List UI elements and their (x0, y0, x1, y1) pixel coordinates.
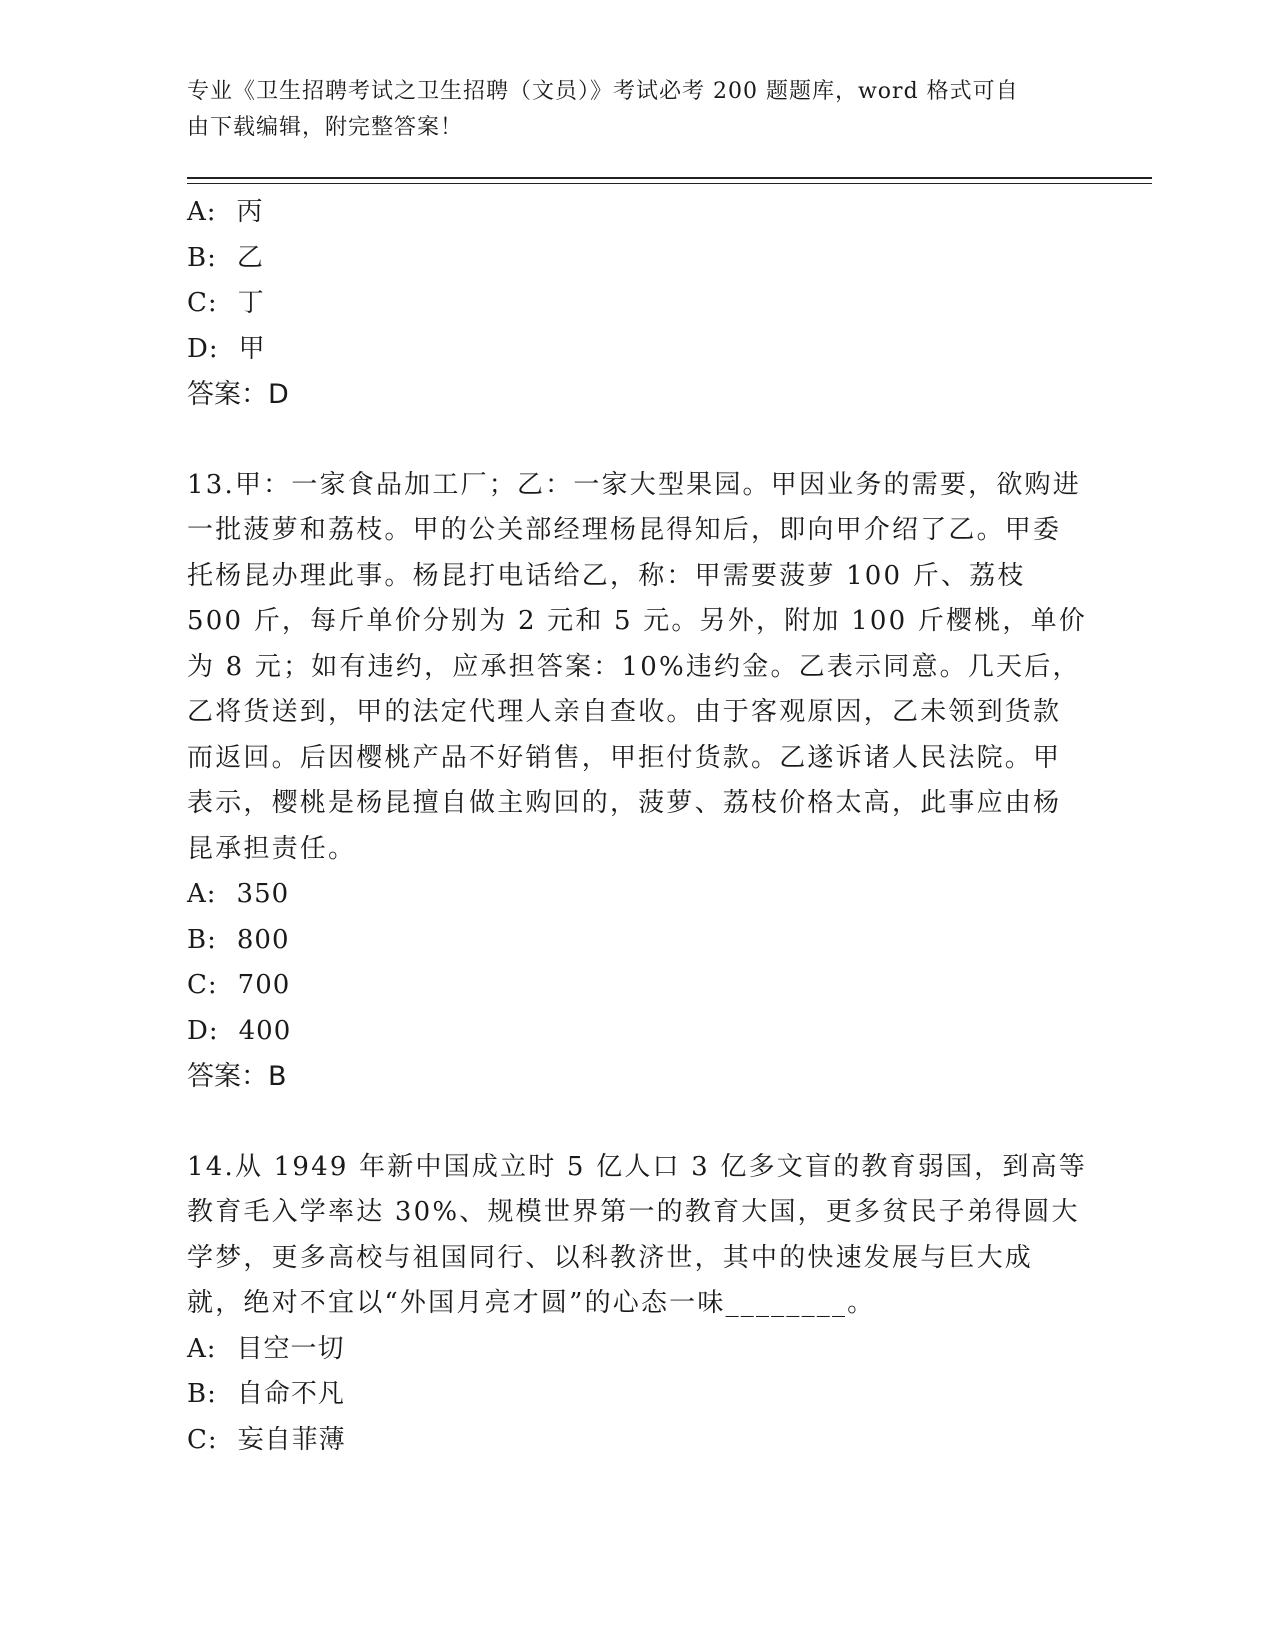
option-b: B: 乙 (187, 242, 264, 273)
question-13-answer: 答案：B (187, 1061, 287, 1092)
option-d: D: 甲 (187, 333, 266, 364)
question-13-options (187, 872, 1087, 1054)
option-c: C: 丁 (187, 288, 265, 318)
question-12-answer: 答案：D (187, 379, 289, 410)
option-c: C: 妄自菲薄 (187, 1424, 346, 1455)
question-14-options (187, 1327, 1087, 1464)
header-divider-thin (187, 183, 1152, 184)
header-divider-thick (187, 177, 1152, 179)
option-c: C: 700 (187, 970, 291, 1000)
question-14-stem: 14.从 1949 年新中国成立时 5 亿人口 3 亿多文盲的教育弱国，到高等教育毛入学率达 30%、规模世界第一的教育大国，更多贫民子弟得圆大学梦，更多高校与祖国同行、以科教济世，其中的快速发展与巨大成就，绝对不宜以“外国月亮才圆”的心态一味________。 (187, 1151, 1087, 1318)
question-12-options (187, 190, 1087, 372)
option-a: A: 350 (187, 879, 290, 909)
question-13-stem: 13.甲：一家食品加工厂；乙：一家大型果园。甲因业务的需要，欲购进一批菠萝和荔枝。甲的公关部经理杨昆得知后，即向甲介绍了乙。甲委托杨昆办理此事。杨昆打电话给乙，称：甲需要菠萝 100 斤、荔枝 500 斤，每斤单价分别为 2 元和 5 元。另外，附加 100 斤樱桃，单价为 8 元；如有违约，应承担答案：10%违约金。乙表示同意。几天后，乙将货送到，甲的法定代理人亲自查收。由于客观原因，乙未领到货款而返回。后因樱桃产品不好销售，甲拒付货款。乙遂诉诸人民法院。甲表示，樱桃是杨昆擅自做主购回的，菠萝、荔枝价格太高，此事应由杨昆承担责任。 (187, 469, 1087, 864)
document-body (187, 190, 1087, 1463)
option-a: A: 丙 (187, 197, 264, 227)
option-a: A: 目空一切 (187, 1333, 345, 1364)
header-line-1: 专业《卫生招聘考试之卫生招聘（文员）》考试必考 200 题题库，word 格式可自 (187, 79, 1019, 104)
option-b: B: 800 (187, 924, 290, 955)
option-b: B: 自命不凡 (187, 1379, 345, 1409)
header-line-2: 由下载编辑，附完整答案！ (187, 115, 464, 140)
option-d: D: 400 (187, 1015, 292, 1046)
document-header (187, 74, 1067, 146)
